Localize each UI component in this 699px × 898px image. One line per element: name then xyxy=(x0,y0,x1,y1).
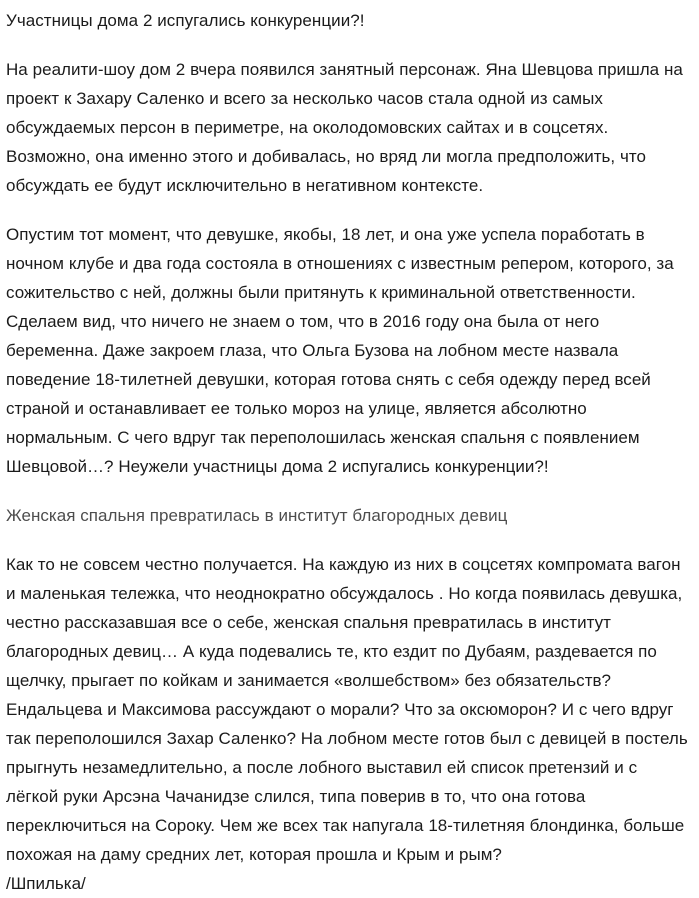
article-paragraph-intro: На реалити-шоу дом 2 вчера появился занятный персонаж. Яна Шевцова пришла на проект к Захару Саленко и всего за несколько часов стала одной из самых обсуждаемых персон в периметре, на околодомовских сайтах и в соцсетях. Возможно, она именно этого и добивалась, но вряд ли могла предположить, что обсуждать ее будут исключительно в негативном контексте. xyxy=(6,60,683,195)
article-signature: /Шпилька/ xyxy=(6,874,86,893)
article-paragraph-body-1: Опустим тот момент, что девушке, якобы, 18 лет, и она уже успела поработать в ночном клубе и два года состояла в отношениях с известным репером, которого, за сожительство с ней, должны были притянуть к криминальной ответственности. Сделаем вид, что ничего не знаем о том, что в 2016 году она была от него беременна. Даже закроем глаза, что Ольга Бузова на лобном месте назвала поведение 18-тилетней девушки, которая готова снять с себя одежду перед всей страной и останавливает ее только мороз на улице, является абсолютно нормальным. С чего вдруг так переполошилась женская спальня с появлением Шевцовой…? Неужели участницы дома 2 испугались конкуренции?! xyxy=(6,225,674,476)
article-subheading: Женская спальня превратилась в институт благородных девиц xyxy=(6,506,508,525)
page-title: Участницы дома 2 испугались конкуренции?! xyxy=(6,11,365,30)
title-spacer xyxy=(6,35,691,55)
article-paragraph-body-2: Как то не совсем честно получается. На каждую из них в соцсетях компромата вагон и маленькая тележка, что неоднократно обсуждалось . Но когда появилась девушка, честно рассказавшая все о себе, женская спальня превратилась в институт благородных девиц… А куда подевались те, кто ездит по Дубаям, раздевается по щелчку, прыгает по койкам и занимается «волшебством» без обязательств? Ендальцева и Максимова рассуждают о морали? Что за оксюморон? И с чего вдруг так переполошился Захар Саленко? На лобном месте готов был с девицей в постель прыгнуть незамедлительно, а после лобного выставил ей список претензий и с лёгкой руки Арсэна Чачанидзе слился, типа поверив в то, что она готова переключиться на Сороку. Чем же всех так напугала 18-тилетняя блондинка, больше похожая на даму средних лет, которая прошла и Крым и рым? xyxy=(6,555,688,864)
